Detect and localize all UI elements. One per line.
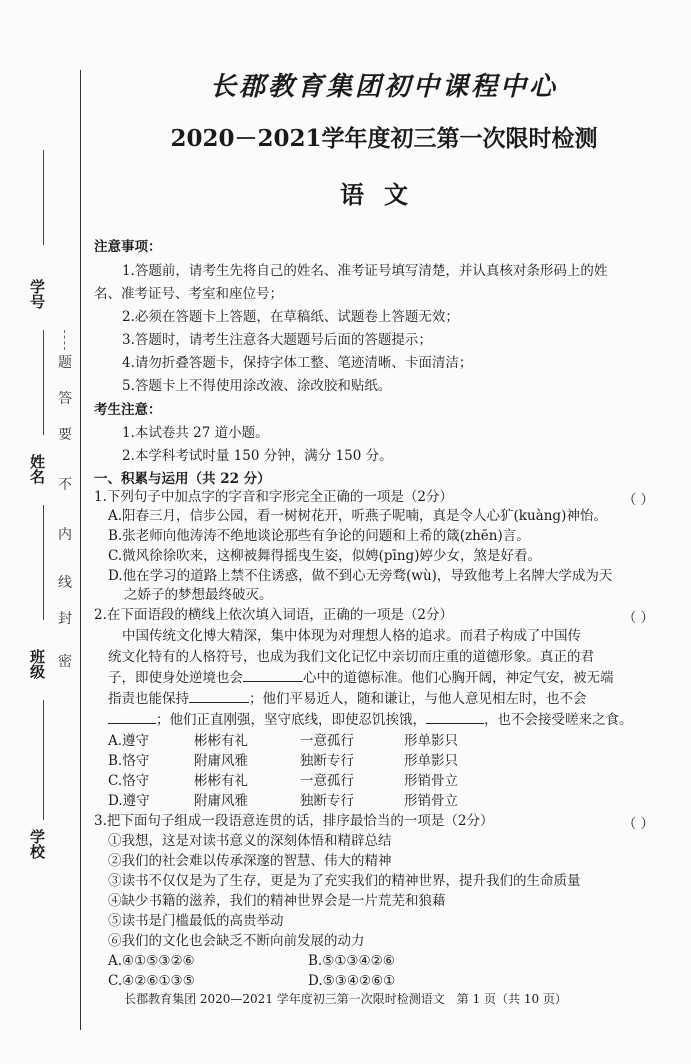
q1-option-d: D.他在学习的道路上禁不住诱惑，做不到心无旁骛(wù)，导致他考上名牌大学成为天 — [108, 568, 613, 584]
q3-option-d: D.⑤③④②⑥① — [308, 973, 396, 989]
q2-option-word: 形销骨立 — [404, 773, 458, 789]
notice-item: 5.答题卡上不得使用涂改液、涂改胶和贴纸。 — [122, 378, 392, 394]
q2-option-word: 形销骨立 — [404, 793, 458, 809]
passage-text: 子，即使身处逆境也会 — [108, 670, 243, 686]
question-3-stem: 3.把下面句子组成一段语意连贯的话，排序最恰当的一项是（2分） — [94, 813, 494, 829]
q3-option-b: B.⑤①③④②⑥ — [308, 953, 395, 969]
seal-word: 线 — [58, 575, 72, 591]
q1-option-c: C.微风徐徐吹来，这柳被舞得摇曳生姿，似娉(pīng)婷少女，煞是好看。 — [108, 548, 541, 564]
q2-option-label: A.遵守 — [108, 733, 150, 749]
q1-option-a: A.阳春三月，信步公园，看一树树花开，听燕子呢喃，真是令人心犷(kuàng)神怡。 — [108, 508, 607, 524]
notice-heading: 注意事项： — [94, 239, 162, 255]
q2-passage-line: 中国传统文化博大精深，集中体现为对理想人格的追求。而君子构成了中国传 — [122, 628, 581, 644]
q2-option-label: C.恪守 — [108, 773, 150, 789]
passage-text: 指责也能保持 — [108, 691, 189, 707]
blank-2[interactable] — [189, 690, 249, 703]
section-heading: 一、积累与运用（共 22 分） — [94, 471, 271, 487]
candidate-heading: 考生注意： — [94, 402, 162, 418]
q2-option-word: 彬彬有礼 — [194, 773, 248, 789]
q2-passage-line: 统文化特有的人格符号，也成为我们文化记忆中亲切而庄重的道德形象。真正的君 — [108, 649, 594, 665]
passage-text: ，也不会接受嗟来之食。 — [484, 712, 633, 728]
q2-option-label: D.遵守 — [108, 793, 150, 809]
school-line — [43, 700, 44, 820]
seal-word: 不 — [58, 477, 72, 493]
q2-option-word: 形单影只 — [404, 753, 458, 769]
q2-option-word: 独断专行 — [300, 793, 354, 809]
org-title: 长郡教育集团初中课程中心 — [209, 72, 558, 102]
q2-option-word: 附庸风雅 — [194, 793, 248, 809]
passage-text: ；他们正直刚强，坚守底线，即使忍饥挨饿， — [156, 712, 426, 728]
exam-title: 2020－2021学年度初三第一次限时检测 — [170, 125, 598, 152]
binding-margin — [0, 0, 80, 1064]
answer-paren[interactable]: （ ） — [622, 816, 654, 832]
seal-word: 答 — [58, 391, 72, 407]
passage-text: ；他们平易近人，随和谦让，与他人意见相左时，也不会 — [249, 691, 587, 707]
q3-item: ②我们的社会难以传承深邃的智慧、伟大的精神 — [108, 853, 392, 869]
q2-option-word: 彬彬有礼 — [194, 733, 248, 749]
q2-passage-line — [108, 711, 633, 729]
q2-option-word: 独断专行 — [300, 753, 354, 769]
q3-item: ①我想，这是对读书意义的深刻体悟和精辟总结 — [108, 833, 392, 849]
question-1-stem: 1.下列句子中加点字的字音和字形完全正确的一项是（2分） — [94, 489, 453, 505]
seal-word: 内 — [58, 527, 72, 543]
passage-text: 心中的道德标准。他们心胸开阔，神定气安，被无端 — [303, 670, 614, 686]
seal-word: 封 — [58, 611, 72, 627]
q3-item: ③读书不仅仅是为了生存，更是为了充实我们的精神世界，提升我们的生命质量 — [108, 873, 581, 889]
seal-word: 题 — [58, 355, 72, 371]
page-footer: 长郡教育集团 2020—2021 学年度初三第一次限时检测语文 第 1 页（共 10 页） — [124, 992, 567, 1006]
q2-option-word: 形单影只 — [404, 733, 458, 749]
notice-item: 3.答题时，请考生注意各大题题号后面的答题提示； — [122, 332, 432, 348]
notice-item: 名、准考证号、考室和座位号； — [94, 286, 283, 302]
blank-3[interactable] — [108, 711, 156, 724]
q3-item: ⑤读书是门槛最低的高贵举动 — [108, 913, 284, 929]
q2-option-word: 一意孤行 — [300, 733, 354, 749]
q1-option-b: B.张老师向他涛涛不绝地谈论那些有争论的问题和上希的箴(zhēn)言。 — [108, 528, 530, 544]
q3-item: ⑥我们的文化也会缺乏不断向前发展的动力 — [108, 933, 365, 949]
question-2-stem: 2.在下面语段的横线上依次填入词语，正确的一项是（2分） — [94, 607, 453, 623]
q2-passage-line — [108, 669, 614, 687]
name-line — [43, 330, 44, 435]
seal-word: 密 — [58, 654, 72, 670]
candidate-item: 2.本学科考试时量 150 分钟，满分 150 分。 — [122, 448, 393, 464]
blank-1[interactable] — [243, 669, 303, 682]
answer-paren[interactable]: （ ） — [622, 610, 654, 626]
label-name: 姓名 — [30, 453, 46, 486]
q3-option-a: A.④①⑤③②⑥ — [108, 953, 195, 969]
subject-title: 语文 — [340, 180, 428, 209]
q2-option-label: B.恪守 — [108, 753, 150, 769]
notice-item: 4.请勿折叠答题卡，保持字体工整、笔迹清晰、卡面清洁； — [122, 355, 473, 371]
class-line — [43, 505, 44, 620]
blank-4[interactable] — [426, 711, 484, 724]
q2-option-word: 一意孤行 — [300, 773, 354, 789]
q1-option-d-cont: 之娇子的梦想最终破灭。 — [124, 587, 273, 603]
seal-word: 要 — [58, 427, 72, 443]
q3-item: ④缺少书籍的滋养，我们的精神世界会是一片荒芜和狼藉 — [108, 893, 446, 909]
notice-item: 1.答题前，请考生先将自己的姓名、准考证号填写清楚，并认真核对条形码上的姓 — [122, 263, 608, 279]
seal-dash — [64, 330, 66, 350]
q2-option-word: 附庸风雅 — [194, 753, 248, 769]
binding-line — [80, 70, 81, 1030]
q2-passage-line — [108, 690, 587, 708]
q3-option-c: C.④②⑥①③⑤ — [108, 973, 195, 989]
answer-paren[interactable]: （ ） — [622, 492, 654, 508]
label-student-id: 学号 — [30, 278, 46, 311]
label-class: 班级 — [30, 648, 46, 681]
student-id-line — [43, 150, 44, 245]
label-school: 学校 — [30, 828, 46, 861]
notice-item: 2.必须在答题卡上答题，在草稿纸、试题卷上答题无效； — [122, 309, 459, 325]
candidate-item: 1.本试卷共 27 道小题。 — [122, 425, 269, 441]
